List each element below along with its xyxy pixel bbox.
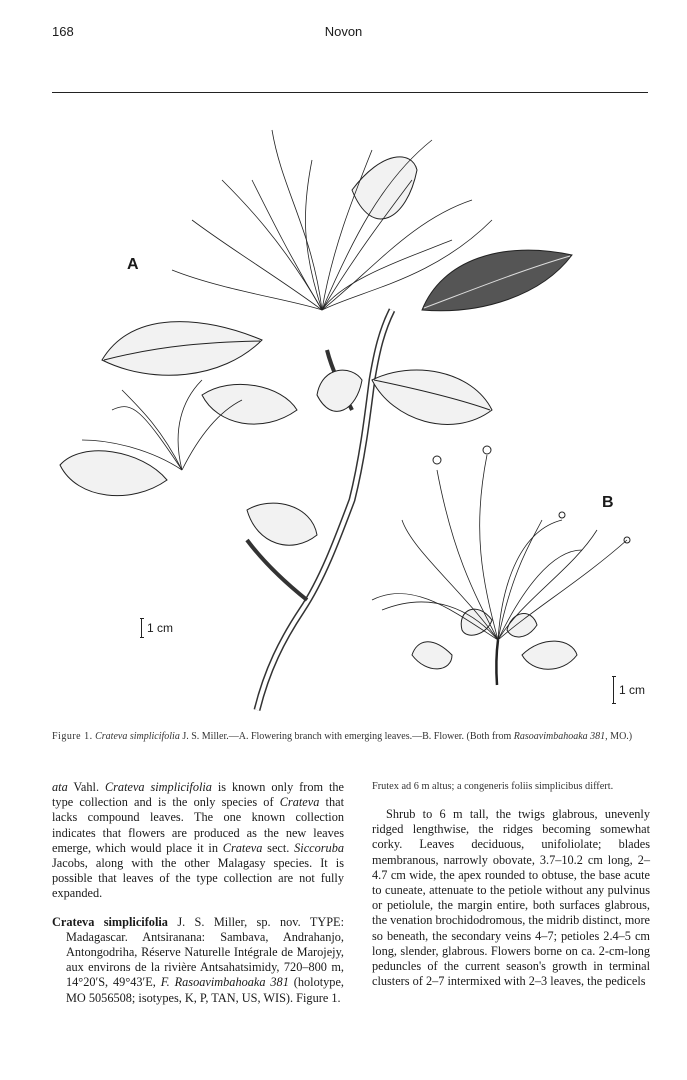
leaf-large-right xyxy=(422,250,572,311)
panel-label-b: B xyxy=(602,494,614,511)
page-number: 168 xyxy=(52,24,74,39)
scale-bar-b-mark xyxy=(612,676,616,704)
p2-run: (holotype, MO 5056508; isotypes, K, P, TAN, US, WIS). Figure 1. xyxy=(66,975,344,1005)
discussion-paragraph xyxy=(52,780,344,902)
p2-run: J. S. Miller, sp. nov. TYPE: Madagascar. Antsiranana: Sambava, Andrahanjo, Antongodriha, Réserve Naturelle Intégrale de Marojejy, aux environs de la rivière Antsahatsimidy, 720–800 m, 14°20′S, 49°43′E, xyxy=(66,914,344,990)
p1-run: Crateva xyxy=(222,840,263,855)
p1-run: that lacks compound leaves. The one known collection indicates that flowers are produced as the new leaves emerge, which would place it in xyxy=(52,795,344,855)
scale-bar-a-label: 1 cm xyxy=(147,621,174,635)
leaf-upper-center xyxy=(352,157,417,219)
caption-collector: Rasoavimbahoaka 381, xyxy=(513,731,608,742)
scale-bar-a-mark xyxy=(140,618,144,638)
right-column xyxy=(372,780,650,989)
species-heading-paragraph xyxy=(52,915,344,1006)
scale-bar-a xyxy=(140,618,173,638)
leaf-left-lower xyxy=(60,451,167,496)
panel-label-a: A xyxy=(127,256,139,273)
leaf-left-large xyxy=(102,322,262,376)
figure-caption xyxy=(52,730,650,744)
botanical-figure xyxy=(52,110,648,720)
caption-text-2: MO.) xyxy=(607,731,633,742)
latin-diagnosis: Frutex ad 6 m altus; a congeneris foliis simplicibus differt. xyxy=(372,781,614,792)
caption-species: Crateva simplicifolia xyxy=(95,731,180,742)
leaf-mid-right xyxy=(372,370,492,424)
p2-run: Crateva simplicifolia xyxy=(52,914,168,929)
p1-run: Crateva simplicifolia xyxy=(104,780,212,794)
caption-lead: Figure 1. xyxy=(52,731,93,742)
journal-title: Novon xyxy=(324,24,363,39)
p1-run: Siccoruba xyxy=(294,840,344,855)
left-column xyxy=(52,780,344,1006)
caption-text-1: J. S. Miller.—A. Flowering branch with emerging leaves.—B. Flower. (Both from xyxy=(179,731,514,742)
p1-run: Jacobs, along with the other Malagasy species. It is possible that leaves of the type collection are not fully expanded. xyxy=(52,856,344,901)
p1-run: is known only from the type collection and is the only species of xyxy=(52,780,344,810)
species-description: Shrub to 6 m tall, the twigs glabrous, unevenly ridged lengthwise, the ridges becoming somewhat corky. Leaves deciduous, unifoliolate; blades membranous, narrowly obovate, 3.7–10.2 cm long, 2–4.7 cm wide, the apex rounded to obtuse, the base acute to cuneate, attenuate to the petiole without any pulvinus or petiolule, the margin entire, both surfaces glabrous, the venation brochidodromous, the midrib distinct, more so beneath, the secondary veins 4–7; petioles 2.4–5 cm long, slender, glabrous. Flowers borne on ca. 2-cm-long peduncles of the current season's growth in terminal clusters of 2–7 intermixed with 2–3 leaves, the pedicels xyxy=(372,807,650,989)
p1-run: Vahl. xyxy=(67,780,105,794)
p2-run: F. Rasoavimbahoaka 381 xyxy=(160,975,289,990)
side-branch-2 xyxy=(247,540,307,600)
header-rule xyxy=(52,92,648,93)
leaf-lower-center xyxy=(247,503,317,545)
leaf-left-middle xyxy=(202,384,297,424)
p1-run: sect. xyxy=(262,840,295,855)
p1-run: Crateva xyxy=(279,795,320,810)
leaf-center xyxy=(317,370,362,411)
scale-bar-b-label: 1 cm xyxy=(619,683,646,697)
p1-run: ata xyxy=(52,780,68,794)
scale-bar-b xyxy=(612,676,645,704)
flower-b xyxy=(372,446,630,685)
